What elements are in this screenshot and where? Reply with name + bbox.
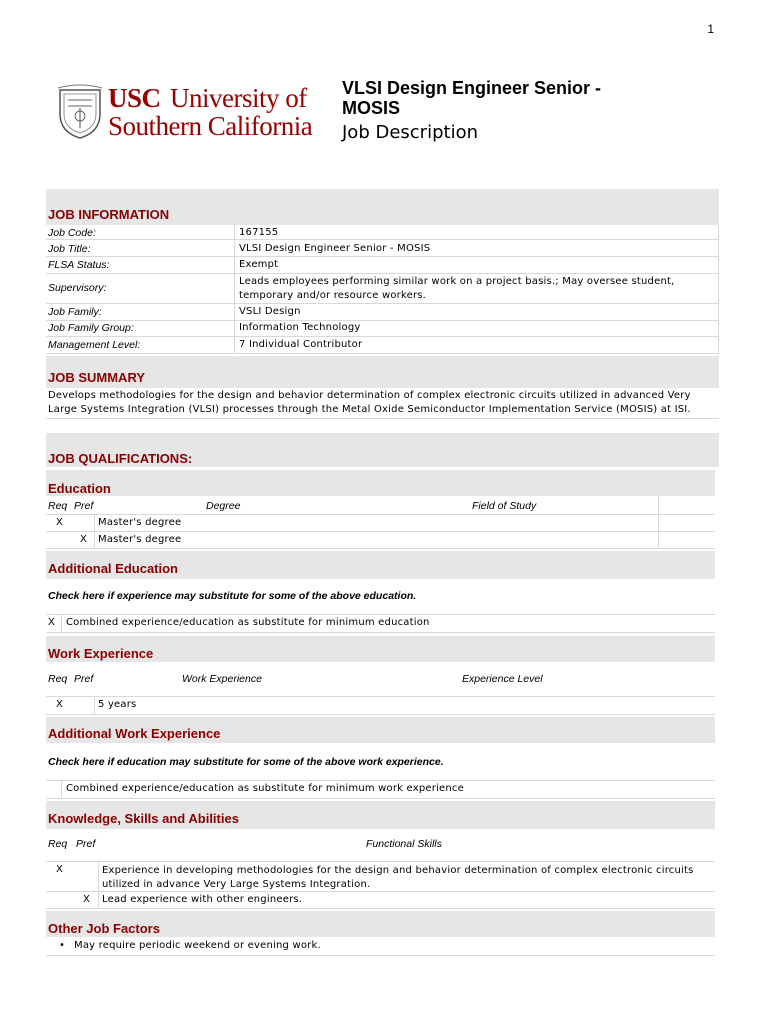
work-row-1-req: X [56, 699, 64, 710]
education-row-2-pref: X [80, 534, 88, 545]
work-experience-header: Work Experience [182, 673, 262, 685]
work-experience-heading: Work Experience [48, 646, 154, 661]
education-row-2-degree: Master's degree [98, 534, 182, 545]
additional-education-checkbox: X [48, 617, 56, 628]
job-summary-bar [46, 356, 719, 388]
job-family-group-value: Information Technology [239, 322, 361, 333]
additional-education-note: Check here if experience may substitute for some of the above education. [48, 590, 417, 602]
supervisory-label: Supervisory: [48, 282, 107, 294]
qualifications-heading: JOB QUALIFICATIONS: [48, 451, 193, 466]
supervisory-value: Leads employees performing similar work on a project basis.; May oversee student, temporary and/or resource workers. [239, 276, 675, 301]
job-family-label: Job Family: [48, 306, 102, 318]
job-family-group-label: Job Family Group: [48, 322, 134, 334]
ksa-functional-skills-header: Functional Skills [366, 838, 442, 850]
job-information-heading: JOB INFORMATION [48, 207, 170, 222]
education-row-1-req: X [56, 517, 64, 528]
additional-education-heading: Additional Education [48, 561, 178, 576]
ksa-pref-header: Pref [76, 838, 96, 850]
job-code-label: Job Code: [48, 227, 96, 239]
ksa-row-2-pref: X [83, 894, 91, 905]
flsa-status-value: Exempt [239, 259, 279, 270]
additional-work-experience-heading: Additional Work Experience [48, 726, 221, 741]
management-level-label: Management Level: [48, 339, 141, 351]
education-row-1-degree: Master's degree [98, 517, 182, 528]
ksa-heading: Knowledge, Skills and Abilities [48, 811, 239, 826]
education-pref-header: Pref [74, 500, 94, 512]
job-family-value: VSLI Design [239, 306, 301, 317]
logo-university-of-text: University of [170, 83, 307, 113]
job-code-value: 167155 [239, 227, 279, 238]
job-summary-text: Develops methodologies for the design and behavior determination of complex electronic circuits utilized in advanced Very Large Systems Integration (VLSI) processes through the Metal Oxide Semiconductor Implementation Service (MOSIS) at ISI. [48, 390, 691, 415]
job-summary-heading: JOB SUMMARY [48, 370, 146, 385]
job-title-value: VLSI Design Engineer Senior - MOSIS [239, 243, 431, 254]
page-number: 1 [707, 22, 714, 36]
ksa-row-2-text: Lead experience with other engineers. [102, 894, 303, 905]
education-req-header: Req [48, 500, 68, 512]
additional-education-text: Combined experience/education as substitute for minimum education [66, 617, 430, 628]
ksa-row-1-req: X [56, 864, 64, 875]
work-pref-header: Pref [74, 673, 94, 685]
usc-seal-icon [58, 84, 102, 140]
other-job-factors-heading: Other Job Factors [48, 921, 160, 936]
additional-work-experience-note: Check here if education may substitute for some of the above work experience. [48, 756, 444, 768]
education-field-header: Field of Study [472, 500, 537, 512]
flsa-status-label: FLSA Status: [48, 259, 110, 271]
management-level-value: 7 Individual Contributor [239, 339, 363, 350]
ksa-req-header: Req [48, 838, 68, 850]
education-heading: Education [48, 481, 111, 496]
logo-usc-text: USC [108, 83, 161, 113]
logo-southern-california-text: Southern California [108, 111, 313, 141]
job-title: VLSI Design Engineer Senior - MOSIS [342, 78, 602, 118]
bullet-icon: • [59, 940, 65, 951]
experience-level-header: Experience Level [462, 673, 543, 685]
job-description-subtitle: Job Description [342, 122, 478, 143]
other-job-factor-item: May require periodic weekend or evening work. [74, 940, 321, 951]
usc-logo [58, 82, 328, 144]
additional-work-experience-text: Combined experience/education as substitute for minimum work experience [66, 783, 464, 794]
job-title-label: Job Title: [48, 243, 91, 255]
ksa-row-1-text: Experience in developing methodologies for the design and behavior determination of complex electronic circuits utilized in advance Very Large Systems Integration. [102, 865, 694, 890]
education-degree-header: Degree [206, 500, 241, 512]
work-req-header: Req [48, 673, 68, 685]
work-row-1-value: 5 years [98, 699, 137, 710]
education-bar [46, 470, 715, 496]
